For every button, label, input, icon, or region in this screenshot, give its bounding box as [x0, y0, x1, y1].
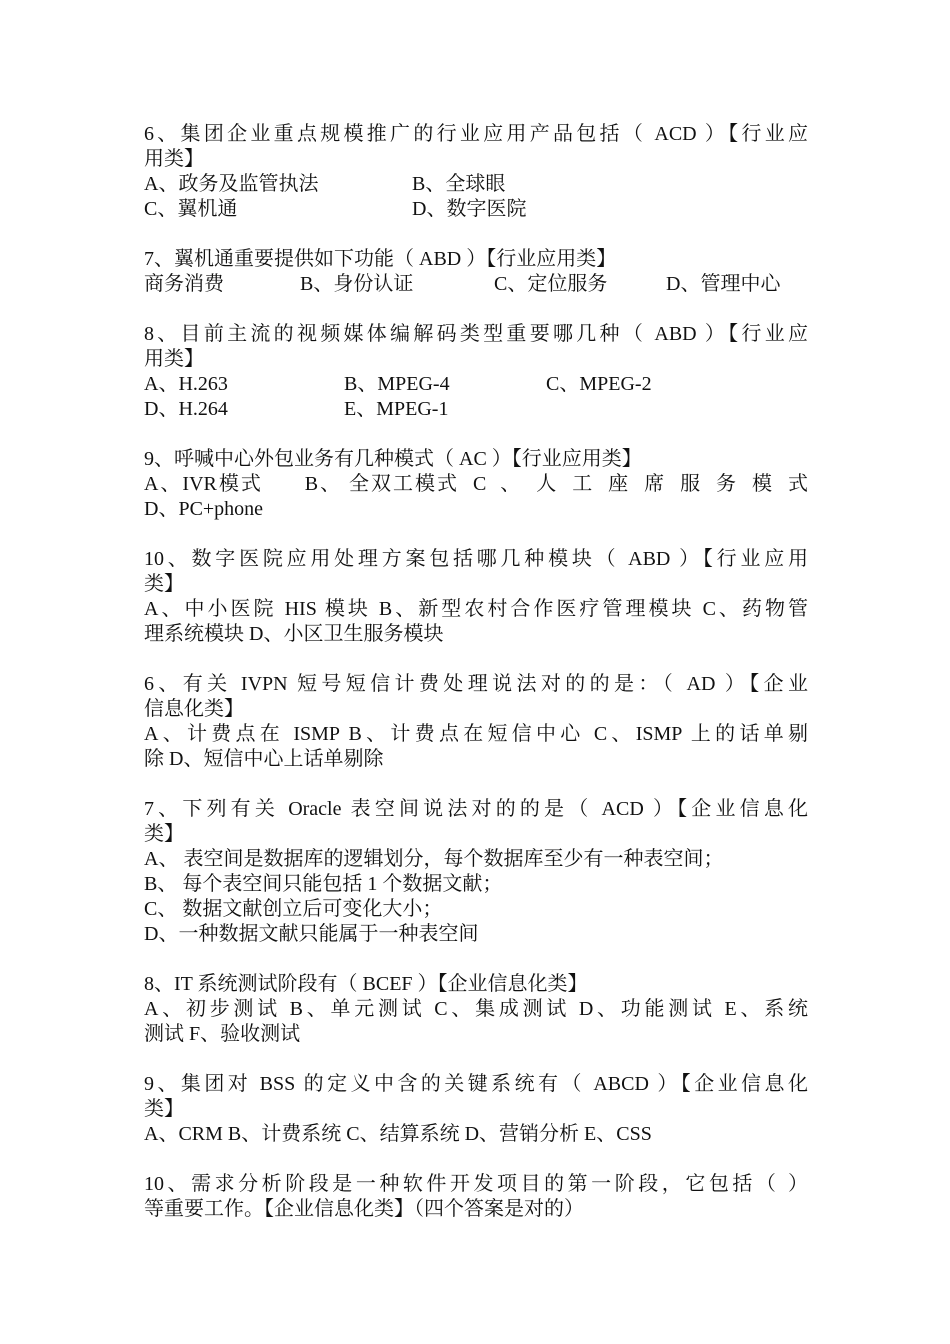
question-text: A、CRM B、计费系统 C、结算系统 D、营销分析 E、CSS	[144, 1123, 652, 1145]
question-text: 7、翼机通重要提供如下功能（ ABD ）【行业应用类】	[144, 248, 617, 270]
question-block	[144, 547, 808, 647]
question-text: D、PC+phone	[144, 498, 264, 520]
options-row	[144, 372, 808, 397]
question-block	[144, 1172, 808, 1222]
question-text: A、计费点在 ISMP B、计费点在短信中心 C、ISMP 上的话单剔	[144, 723, 808, 745]
question-text: 等重要工作。【企业信息化类】（四个答案是对的）	[144, 1198, 584, 1220]
question-text: 9、呼喊中心外包业务有几种模式（ AC ）【行业应用类】	[144, 448, 642, 470]
question-text: A、中小医院 HIS 模块 B、新型农村合作医疗管理模块 C、药物管	[144, 598, 808, 620]
option-d: D、管理中心	[666, 273, 781, 295]
question-block	[144, 247, 808, 297]
question-text: 10、需求分析阶段是一种软件开发项目的第一阶段，它包括（ ）	[144, 1173, 808, 1195]
question-text: 测试 F、验收测试	[144, 1023, 301, 1045]
question-block	[144, 447, 808, 522]
option-c: C、翼机通	[144, 198, 238, 220]
question-text: D、一种数据文献只能属于一种表空间	[144, 923, 479, 945]
question-text: B、 每个表空间只能包括 1 个数据文献；	[144, 873, 503, 895]
question-text: 6、有关 IVPN 短号短信计费处理说法对的的是：（ AD ）【企业	[144, 673, 808, 695]
question-text: 类】	[144, 1098, 184, 1120]
question-block	[144, 322, 808, 422]
question-block	[144, 672, 808, 772]
question-text: A、IVR模式 B、 全双工模式 C 、 人 工 座 席 服 务 模 式	[144, 473, 808, 495]
option-a: A、政务及监管执法	[144, 173, 319, 195]
option-c: C、MPEG-2	[546, 373, 652, 395]
question-text: C、 数据文献创立后可变化大小；	[144, 898, 443, 920]
question-text: 理系统模块 D、小区卫生服务模块	[144, 623, 444, 645]
question-block	[144, 972, 808, 1047]
options-row	[144, 397, 808, 422]
question-text: 8、IT 系统测试阶段有（ BCEF ）【企业信息化类】	[144, 973, 588, 995]
option-b: B、全球眼	[412, 173, 506, 195]
question-text: 用类】	[144, 348, 204, 370]
question-text: 类】	[144, 573, 184, 595]
question-text: 6、集团企业重点规模推广的行业应用产品包括（ ACD ）【行业应	[144, 123, 808, 145]
option-d: D、H.264	[144, 398, 228, 420]
question-text: 10、数字医院应用处理方案包括哪几种模块（ ABD ）【行业应用	[144, 548, 808, 570]
question-text: A、 表空间是数据库的逻辑划分，每个数据库至少有一种表空间；	[144, 848, 724, 870]
question-block	[144, 797, 808, 947]
options-row	[144, 197, 808, 222]
question-text: 8、目前主流的视频媒体编解码类型重要哪几种（ ABD ）【行业应	[144, 323, 808, 345]
question-text: 9、集团对 BSS 的定义中含的关键系统有（ ABCD ）【企业信息化	[144, 1073, 808, 1095]
question-text: 用类】	[144, 148, 204, 170]
document-page	[144, 122, 808, 1247]
question-text: 7、下列有关 Oracle 表空间说法对的的是（ ACD ）【企业信息化	[144, 798, 808, 820]
option-b: B、MPEG-4	[344, 373, 450, 395]
option-d: D、数字医院	[412, 198, 527, 220]
question-text: 信息化类】	[144, 698, 244, 720]
option-b: B、身份认证	[300, 273, 414, 295]
options-row	[144, 172, 808, 197]
option-e: E、MPEG-1	[344, 398, 449, 420]
question-text: 除 D、短信中心上话单剔除	[144, 748, 384, 770]
question-text: A、初步测试 B、单元测试 C、集成测试 D、功能测试 E、系统	[144, 998, 808, 1020]
options-row	[144, 272, 808, 297]
option-c: C、定位服务	[494, 273, 608, 295]
option-a: A、H.263	[144, 373, 228, 395]
question-block	[144, 122, 808, 222]
question-block	[144, 1072, 808, 1147]
question-text: 类】	[144, 823, 184, 845]
option-a: 商务消费	[144, 273, 224, 295]
